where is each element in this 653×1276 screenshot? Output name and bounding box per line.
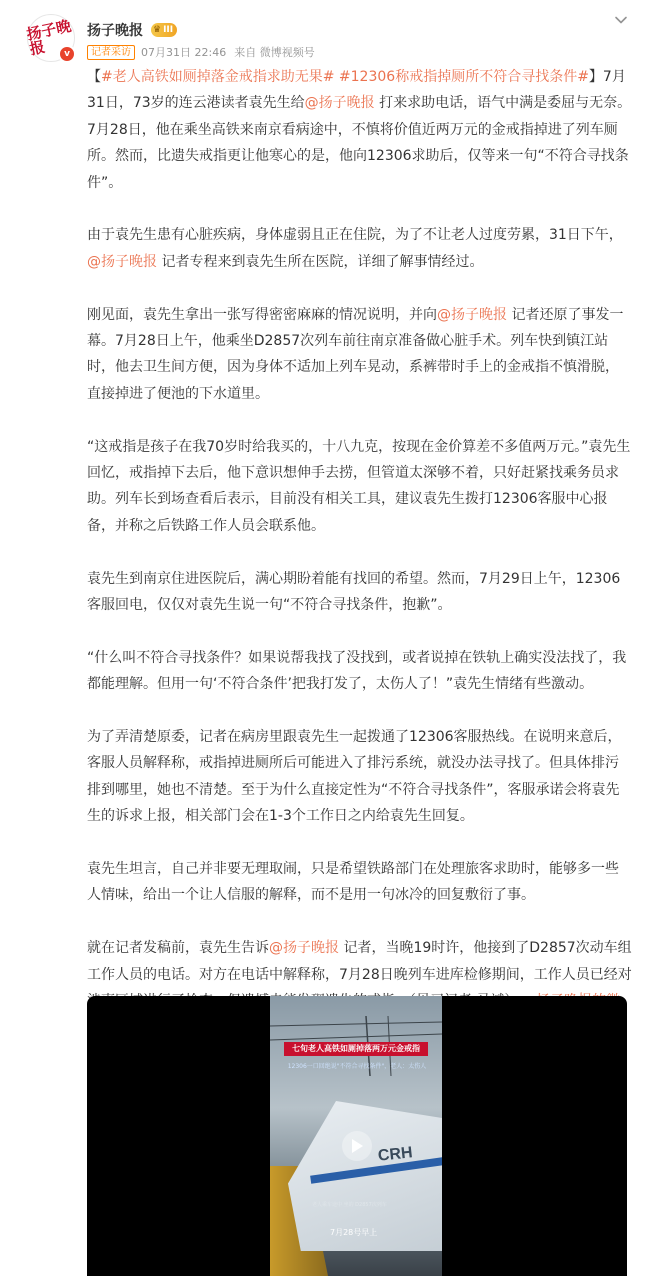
video-player[interactable] <box>87 996 627 1276</box>
hashtag-link[interactable]: #12306称戒指掉厕所不符合寻找条件# <box>338 69 589 85</box>
paragraph-6: “什么叫不符合寻找条件？如果说帮我找了没找到，或者说掉在铁轨上确实没法找了，我都能理解。但用一句‘不符合条件’把我打发了，太伤人了！”袁先生情绪有些激动。 <box>87 649 627 693</box>
level-label: III <box>163 25 174 35</box>
post-body <box>87 64 632 1067</box>
avatar[interactable] <box>24 14 75 62</box>
video-date-caption: 7月28号早上 <box>330 1228 378 1237</box>
mention-link[interactable]: @扬子晚报 <box>437 306 507 323</box>
mention-link[interactable]: @扬子晚报 <box>269 940 339 957</box>
paragraph-8: 袁先生坦言，自己并非要无理取闹，只是希望铁路部门在处理旅客求助时，能够多一些人情味，给出一个让人信服的解释，而不是用一句冰冷的回复敷衍了事。 <box>87 861 619 904</box>
train-mark: CRH <box>377 1144 414 1165</box>
level-badge[interactable] <box>151 23 177 37</box>
paragraph-5: 袁先生到南京住进医院后，满心期盼着能有找回的希望。然而，7月29日上午，12306客服回电，仅仅对袁先生说一句“不符合寻找条件，抱歉”。 <box>87 570 621 614</box>
play-icon[interactable] <box>342 1131 372 1161</box>
paragraph-7: 为了弄清楚原委，记者在病房里跟袁先生一起拨通了12306客服热线。在说明来意后，客服人员解释称，戒指掉进厕所后可能进入了排污系统，就没办法寻找了。但具体排污排到哪里，她也不清楚。至于为什么直接定性为“不符合寻找条件”，客服承诺会将袁先生的诉求上报，相关部门会在1-3个工作日之内给袁先生回复。 <box>87 729 622 825</box>
post-timestamp[interactable]: 07月31日 22:46 <box>141 46 227 59</box>
paragraph-1: 【#老人高铁如厕掉落金戒指求助无果# #12306称戒指掉厕所不符合寻找条件#】7月31日，73岁的连云港读者袁先生给@扬子晚报 打来求助电话，语气中满是委屈与无奈。7月28日，他在乘坐高铁来南京看病途中，不慎将价值近两万元的金戒指掉进了列车厕所。然而，比遗失戒指更让他寒心的是，他向12306求助后，仅等来一句“不符合寻找条件”。 <box>87 69 632 191</box>
post-meta <box>87 44 315 60</box>
paragraph-3: 刚见面，袁先生拿出一张写得密密麻麻的情况说明，并向@扬子晚报 记者还原了事发一幕。7月28日上午，他乘坐D2857次列车前往南京准备做心脏手术。列车快到镇江站时，他去卫生间方便，因为身体不适加上列车晃动，系裤带时手上的金戒指不慎滑脱，直接掉进了便池的下水道里。 <box>87 306 624 402</box>
interview-tag[interactable]: 记者采访 <box>87 45 135 60</box>
post-source: 来自 微博视频号 <box>234 46 315 59</box>
crown-icon: ♛ <box>153 25 162 35</box>
paragraph-4: “这戒指是孩子在我70岁时给我买的，十八九克，按现在金价算差不多值两万元。”袁先生回忆，戒指掉下去后，他下意识想伸手去捞，但管道太深够不着，只好赶紧找乘务员求助。列车长到场查看后表示，目前没有相关工具，建议袁先生拨打12306客服中心报备，并称之后铁路工作人员会联系他。 <box>87 438 631 534</box>
avatar-logo: 扬子晚报 <box>24 16 73 59</box>
paragraph-9: 就在记者发稿前，袁先生告诉@扬子晚报 记者，当晚19时许，他接到了D2857次动车组工作人员的电话。对方在电话中解释称，7月28日晚列车进库检修期间，工作人员已经对 <box>87 935 632 1041</box>
mention-link[interactable]: @扬子晚报 <box>87 253 157 270</box>
chevron-down-icon[interactable] <box>613 12 629 28</box>
mention-link[interactable]: @扬子晚报 <box>304 95 375 112</box>
hashtag-link[interactable]: #老人高铁如厕掉落金戒指求助无果# <box>101 69 335 85</box>
paragraph-2: 由于袁先生患有心脏疾病，身体虚弱且正在住院，为了不让老人过度劳累，31日下午，@扬子晚报 记者专程来到袁先生所在医院，详细了解事情经过。 <box>87 227 623 270</box>
verified-icon: v <box>58 45 76 63</box>
author-name[interactable]: 扬子晚报 <box>87 23 143 39</box>
video-title: 七旬老人高铁如厕掉落两万元金戒指 <box>284 1042 428 1056</box>
video-subtitle: 12306一口回绝说"不符合寻找条件"，老人：太伤人 <box>287 1063 427 1070</box>
author-row <box>87 20 177 40</box>
video-small-caption: 老人乘车途中 坐的 D2857次列车 <box>312 1202 387 1208</box>
